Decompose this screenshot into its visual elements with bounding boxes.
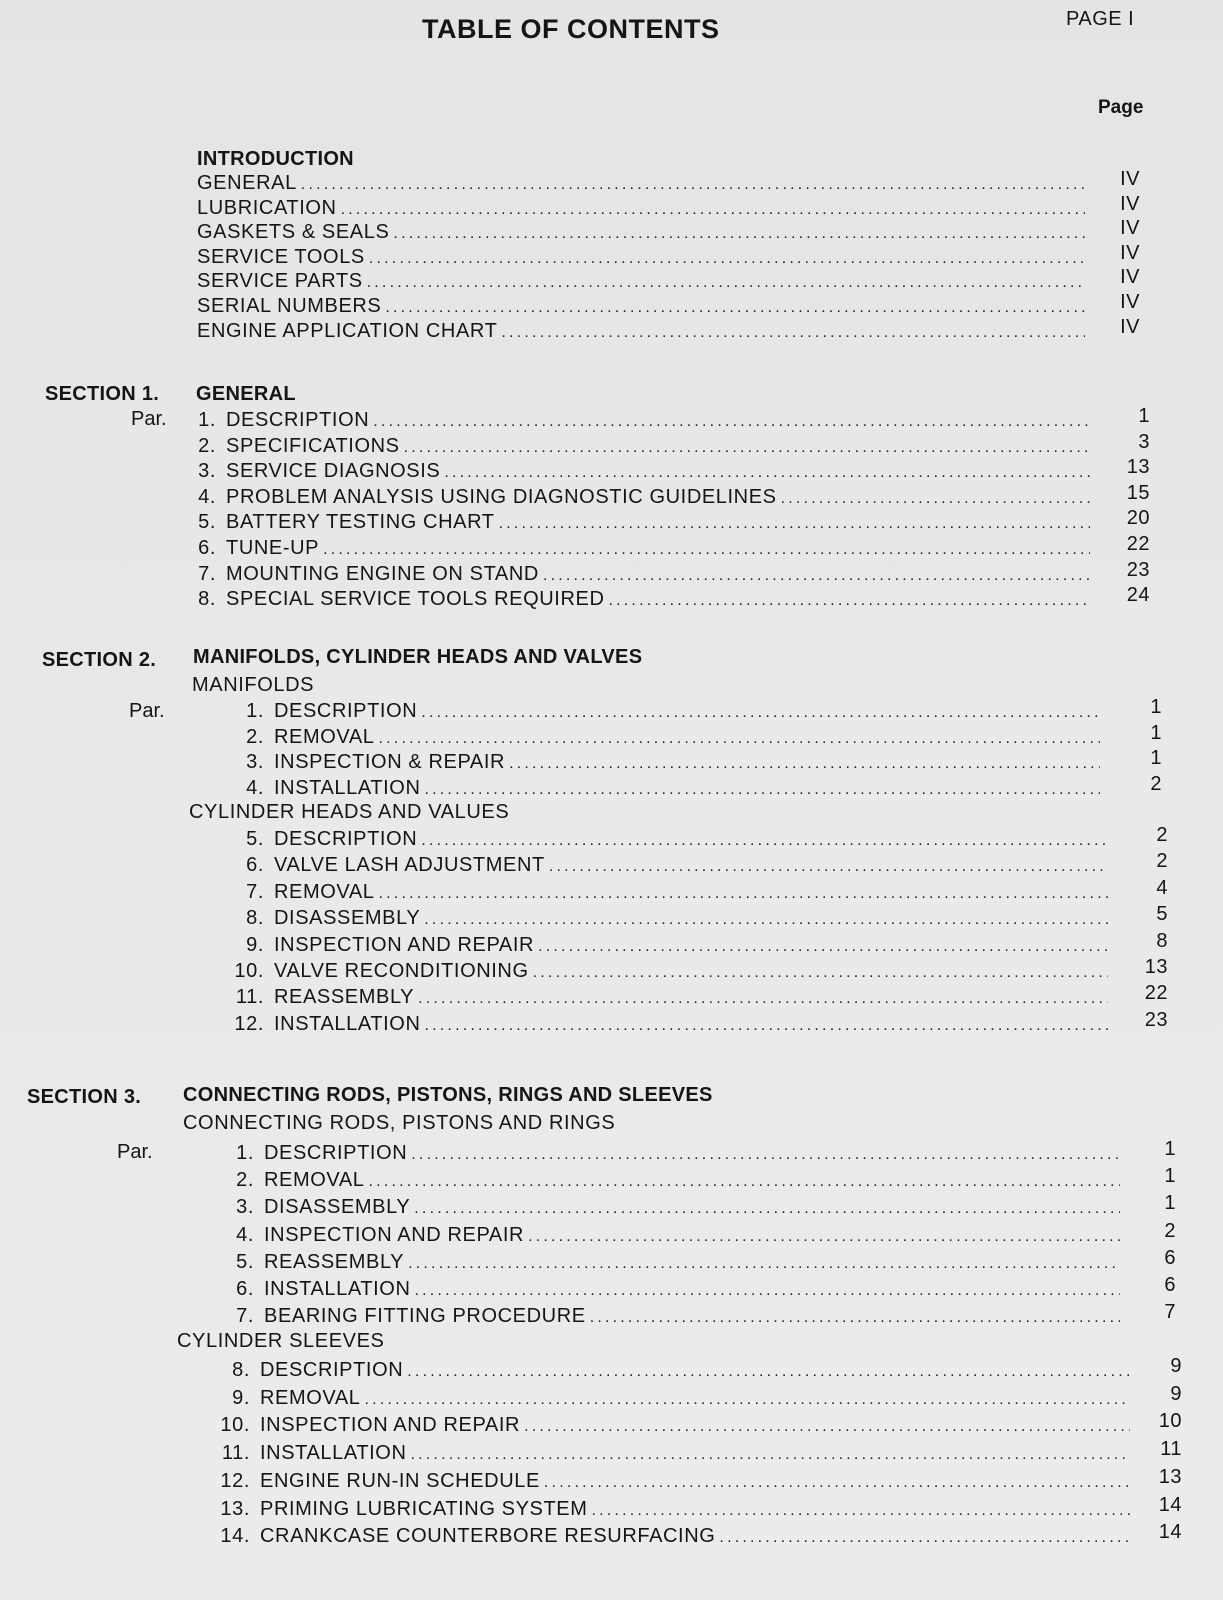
dot-leader bbox=[408, 1255, 1120, 1273]
dot-leader bbox=[369, 250, 1085, 268]
toc-entry-number: 6. bbox=[198, 537, 216, 559]
toc-entry bbox=[228, 854, 1108, 878]
dot-leader bbox=[411, 1446, 1131, 1464]
page-column-header: Page bbox=[1098, 97, 1144, 118]
toc-entry bbox=[228, 726, 1100, 750]
dot-leader bbox=[544, 1474, 1130, 1492]
toc-entry-page: IV bbox=[1120, 315, 1140, 338]
toc-entry-number: 4. bbox=[246, 776, 264, 799]
toc-entry-title: CRANKCASE COUNTERBORE RESURFACING bbox=[260, 1525, 716, 1548]
toc-entry-title: REMOVAL bbox=[260, 1386, 361, 1409]
toc-entry-page: 13 bbox=[1144, 956, 1168, 978]
dot-leader bbox=[414, 1200, 1120, 1218]
toc-entry bbox=[212, 1470, 1130, 1494]
toc-entry-title: TUNE-UP bbox=[226, 537, 320, 559]
toc-entry-number: 5. bbox=[198, 511, 216, 534]
toc-entry-page: 9 bbox=[1170, 1382, 1182, 1405]
toc-entry bbox=[228, 700, 1100, 724]
toc-entry bbox=[216, 1278, 1120, 1302]
toc-entry-number: 3. bbox=[246, 751, 264, 773]
section-3-title: CONNECTING RODS, PISTONS, RINGS AND SLEEVES bbox=[183, 1084, 713, 1106]
toc-entry-number: 1. bbox=[198, 409, 216, 431]
dot-leader bbox=[301, 176, 1085, 194]
toc-entry-number: 3. bbox=[198, 460, 216, 483]
toc-entry-page: 6 bbox=[1164, 1274, 1176, 1296]
dot-leader bbox=[425, 781, 1101, 799]
dot-leader bbox=[499, 515, 1090, 533]
dot-leader bbox=[385, 299, 1085, 317]
dot-leader bbox=[404, 439, 1090, 457]
dot-leader bbox=[365, 1391, 1130, 1409]
toc-entry-page: 11 bbox=[1160, 1438, 1182, 1461]
toc-entry-page: IV bbox=[1120, 241, 1140, 264]
toc-entry-title: REMOVAL bbox=[264, 1169, 365, 1192]
toc-entry-page: 2 bbox=[1164, 1219, 1176, 1242]
dot-leader bbox=[407, 1363, 1130, 1381]
toc-entry bbox=[228, 881, 1108, 905]
toc-entry bbox=[216, 1142, 1120, 1166]
toc-entry-title: DESCRIPTION bbox=[260, 1359, 404, 1381]
dot-leader bbox=[524, 1418, 1130, 1436]
toc-entry bbox=[228, 828, 1108, 852]
toc-entry bbox=[197, 172, 1085, 196]
toc-entry bbox=[216, 1305, 1120, 1329]
toc-entry bbox=[228, 960, 1108, 984]
dot-leader bbox=[444, 464, 1090, 482]
dot-leader bbox=[533, 964, 1108, 982]
toc-entry-title: INSTALLATION bbox=[260, 1442, 407, 1465]
dot-leader bbox=[549, 858, 1108, 876]
toc-entry bbox=[190, 511, 1090, 535]
toc-entry-page: 9 bbox=[1170, 1355, 1182, 1377]
toc-entry bbox=[212, 1359, 1130, 1383]
toc-entry-page: 3 bbox=[1138, 430, 1150, 453]
toc-entry-title: INSPECTION AND REPAIR bbox=[274, 933, 535, 956]
toc-entry-page: 13 bbox=[1158, 1465, 1182, 1488]
toc-entry-title: GENERAL bbox=[197, 172, 297, 194]
toc-entry-page: 13 bbox=[1126, 456, 1150, 479]
toc-entry-title: SERVICE DIAGNOSIS bbox=[226, 460, 441, 483]
toc-entry-number: 9. bbox=[232, 1386, 250, 1409]
section-3-par-label: Par. bbox=[117, 1141, 153, 1163]
toc-entry-number: 2. bbox=[236, 1169, 254, 1192]
toc-entry-number: 2. bbox=[246, 725, 264, 748]
toc-entry-page: 2 bbox=[1156, 824, 1168, 846]
dot-leader bbox=[609, 592, 1091, 610]
toc-entry bbox=[190, 588, 1090, 612]
toc-entry-title: INSTALLATION bbox=[274, 776, 421, 799]
toc-entry bbox=[197, 320, 1085, 344]
toc-entry-title: DESCRIPTION bbox=[274, 700, 418, 722]
toc-entry-title: DESCRIPTION bbox=[226, 409, 370, 431]
toc-entry-title: SERIAL NUMBERS bbox=[197, 295, 382, 317]
toc-entry-number: 1. bbox=[246, 700, 264, 722]
dot-leader bbox=[719, 1529, 1130, 1547]
dot-leader bbox=[373, 413, 1090, 431]
toc-entry-title: INSTALLATION bbox=[264, 1278, 411, 1300]
toc-entry bbox=[197, 246, 1085, 270]
toc-entry bbox=[216, 1224, 1120, 1248]
toc-entry-page: 8 bbox=[1156, 929, 1168, 952]
toc-entry bbox=[212, 1525, 1130, 1549]
toc-entry bbox=[212, 1414, 1130, 1438]
toc-entry bbox=[228, 934, 1108, 958]
toc-entry-number: 5. bbox=[236, 1250, 254, 1273]
toc-entry-page: 7 bbox=[1164, 1301, 1176, 1324]
toc-entry-title: SPECIFICATIONS bbox=[226, 434, 400, 457]
toc-entry bbox=[228, 986, 1108, 1010]
dot-leader bbox=[538, 938, 1108, 956]
toc-entry-page: 6 bbox=[1164, 1246, 1176, 1269]
toc-entry-title: BEARING FITTING PROCEDURE bbox=[264, 1305, 586, 1328]
toc-entry-title: INSPECTION AND REPAIR bbox=[264, 1223, 525, 1246]
toc-entry-title: SPECIAL SERVICE TOOLS REQUIRED bbox=[226, 588, 605, 611]
section-3-group-1-heading: CONNECTING RODS, PISTONS AND RINGS bbox=[183, 1112, 616, 1134]
section-2-group-2-heading: CYLINDER HEADS AND VALUES bbox=[189, 801, 510, 823]
dot-leader bbox=[421, 832, 1108, 850]
toc-entry-page: IV bbox=[1120, 192, 1140, 215]
dot-leader bbox=[323, 541, 1090, 559]
dot-leader bbox=[341, 201, 1085, 219]
section-2-label: SECTION 2. bbox=[42, 649, 157, 671]
section-1-title: GENERAL bbox=[196, 383, 296, 405]
toc-entry-number: 13. bbox=[220, 1497, 250, 1520]
toc-entry-page: 22 bbox=[1144, 982, 1168, 1005]
toc-entry-page: 1 bbox=[1138, 405, 1150, 427]
toc-entry-number: 7. bbox=[236, 1305, 254, 1328]
toc-entry bbox=[190, 486, 1090, 510]
toc-entry-number: 7. bbox=[198, 562, 216, 585]
toc-entry-page: IV bbox=[1120, 266, 1140, 289]
toc-entry bbox=[197, 197, 1085, 221]
toc-entry-title: REMOVAL bbox=[274, 725, 375, 748]
section-2-par-label: Par. bbox=[129, 700, 165, 722]
toc-entry-number: 12. bbox=[220, 1469, 250, 1492]
toc-entry bbox=[212, 1387, 1130, 1411]
dot-leader bbox=[411, 1146, 1120, 1164]
dot-leader bbox=[509, 755, 1100, 773]
dot-leader bbox=[367, 274, 1085, 292]
toc-entry bbox=[197, 295, 1085, 319]
toc-entry-page: 1 bbox=[1164, 1138, 1176, 1160]
section-1-par-label: Par. bbox=[131, 408, 167, 430]
toc-entry bbox=[190, 460, 1090, 484]
toc-entry bbox=[216, 1196, 1120, 1220]
toc-entry-title: VALVE RECONDITIONING bbox=[274, 960, 529, 982]
toc-entry bbox=[190, 435, 1090, 459]
toc-entry-page: 4 bbox=[1156, 876, 1168, 899]
toc-entry bbox=[212, 1498, 1130, 1522]
toc-entry-number: 4. bbox=[236, 1223, 254, 1246]
toc-entry-number: 8. bbox=[246, 907, 264, 930]
toc-entry bbox=[197, 270, 1085, 294]
toc-entry-number: 4. bbox=[198, 485, 216, 508]
toc-entry-title: REASSEMBLY bbox=[274, 986, 415, 1009]
toc-entry-title: GASKETS & SEALS bbox=[197, 221, 390, 244]
toc-entry-title: DESCRIPTION bbox=[264, 1142, 408, 1164]
toc-entry-page: 10 bbox=[1158, 1410, 1182, 1433]
toc-entry-page: IV bbox=[1120, 291, 1140, 313]
toc-entry-page: 5 bbox=[1156, 903, 1168, 926]
dot-leader bbox=[543, 567, 1090, 585]
toc-entry-number: 11. bbox=[235, 986, 264, 1009]
toc-entry bbox=[228, 907, 1108, 931]
toc-entry-page: 14 bbox=[1158, 1493, 1182, 1516]
toc-entry-page: IV bbox=[1120, 168, 1140, 190]
toc-entry-title: LUBRICATION bbox=[197, 196, 337, 219]
toc-entry-title: SERVICE TOOLS bbox=[197, 245, 365, 268]
dot-leader bbox=[590, 1309, 1120, 1327]
toc-entry-title: INSPECTION AND REPAIR bbox=[260, 1414, 521, 1437]
toc-entry-page: 20 bbox=[1126, 507, 1150, 530]
section-3-group-2-heading: CYLINDER SLEEVES bbox=[177, 1330, 385, 1352]
toc-entry-title: PROBLEM ANALYSIS USING DIAGNOSTIC GUIDELINES bbox=[226, 485, 777, 508]
toc-entry-number: 14. bbox=[220, 1525, 250, 1548]
toc-entry-page: 2 bbox=[1156, 850, 1168, 873]
toc-entry-title: INSPECTION & REPAIR bbox=[274, 751, 506, 773]
toc-entry bbox=[228, 1013, 1108, 1037]
toc-entry-number: 9. bbox=[246, 933, 264, 956]
toc-entry-title: VALVE LASH ADJUSTMENT bbox=[274, 854, 545, 877]
toc-entry-title: REASSEMBLY bbox=[264, 1250, 405, 1273]
toc-entry-title: BATTERY TESTING CHART bbox=[226, 511, 495, 534]
toc-entry-page: 1 bbox=[1164, 1165, 1176, 1188]
toc-entry-page: IV bbox=[1120, 217, 1140, 240]
toc-entry bbox=[197, 221, 1085, 245]
toc-entry-title: DESCRIPTION bbox=[274, 828, 418, 850]
section-3-label: SECTION 3. bbox=[27, 1086, 142, 1108]
dot-leader bbox=[415, 1282, 1121, 1300]
dot-leader bbox=[781, 490, 1090, 508]
toc-entry bbox=[212, 1442, 1130, 1466]
toc-entry-page: 14 bbox=[1158, 1521, 1182, 1544]
toc-entry-number: 5. bbox=[246, 828, 264, 850]
toc-entry-page: 22 bbox=[1126, 533, 1150, 555]
toc-entry-number: 1. bbox=[236, 1142, 254, 1164]
toc-entry-number: 10. bbox=[234, 960, 264, 982]
dot-leader bbox=[501, 324, 1085, 342]
toc-entry-title: SERVICE PARTS bbox=[197, 270, 363, 293]
toc-entry-title: REMOVAL bbox=[274, 880, 375, 903]
toc-entry bbox=[228, 777, 1100, 801]
page-title: TABLE OF CONTENTS bbox=[422, 14, 720, 44]
toc-entry-page: 2 bbox=[1150, 772, 1162, 795]
dot-leader bbox=[592, 1502, 1131, 1520]
toc-entry-number: 7. bbox=[246, 880, 264, 903]
dot-leader bbox=[425, 1017, 1109, 1035]
toc-entry-number: 8. bbox=[198, 588, 216, 611]
introduction-heading: INTRODUCTION bbox=[197, 148, 354, 170]
toc-entry-number: 6. bbox=[246, 854, 264, 877]
toc-entry-title: PRIMING LUBRICATING SYSTEM bbox=[260, 1497, 588, 1520]
toc-entry-page: 24 bbox=[1126, 584, 1150, 607]
section-2-title: MANIFOLDS, CYLINDER HEADS AND VALVES bbox=[193, 646, 643, 668]
toc-entry-number: 11. bbox=[221, 1442, 250, 1465]
toc-entry-page: 23 bbox=[1144, 1008, 1168, 1031]
toc-entry bbox=[190, 563, 1090, 587]
toc-entry-page: 1 bbox=[1150, 747, 1162, 769]
page-number-label: PAGE I bbox=[1066, 8, 1135, 30]
dot-leader bbox=[424, 911, 1108, 929]
toc-entry-title: DISASSEMBLY bbox=[264, 1196, 411, 1219]
dot-leader bbox=[421, 704, 1100, 722]
toc-entry-title: INSTALLATION bbox=[274, 1012, 421, 1035]
toc-entry-page: 1 bbox=[1150, 696, 1162, 718]
toc-entry-number: 6. bbox=[236, 1278, 254, 1300]
toc-entry-page: 15 bbox=[1126, 481, 1150, 504]
section-2-group-1-heading: MANIFOLDS bbox=[192, 674, 315, 696]
toc-entry-page: 23 bbox=[1126, 558, 1150, 581]
toc-entry bbox=[216, 1251, 1120, 1275]
section-1-label: SECTION 1. bbox=[45, 383, 160, 405]
dot-leader bbox=[379, 885, 1108, 903]
toc-entry-number: 3. bbox=[236, 1196, 254, 1219]
toc-entry-page: 1 bbox=[1150, 721, 1162, 744]
toc-entry-title: ENGINE APPLICATION CHART bbox=[197, 319, 498, 342]
toc-entry-number: 8. bbox=[232, 1359, 250, 1381]
toc-entry bbox=[216, 1169, 1120, 1193]
toc-entry bbox=[228, 751, 1100, 775]
dot-leader bbox=[379, 730, 1100, 748]
toc-entry bbox=[190, 537, 1090, 561]
toc-entry bbox=[190, 409, 1090, 433]
toc-entry-title: ENGINE RUN-IN SCHEDULE bbox=[260, 1469, 540, 1492]
dot-leader bbox=[369, 1173, 1120, 1191]
toc-entry-number: 2. bbox=[198, 434, 216, 457]
toc-entry-number: 12. bbox=[234, 1012, 264, 1035]
toc-entry-number: 10. bbox=[220, 1414, 250, 1437]
dot-leader bbox=[528, 1228, 1120, 1246]
toc-entry-title: MOUNTING ENGINE ON STAND bbox=[226, 562, 539, 585]
dot-leader bbox=[418, 990, 1108, 1008]
toc-entry-page: 1 bbox=[1164, 1192, 1176, 1215]
toc-entry-title: DISASSEMBLY bbox=[274, 907, 421, 930]
dot-leader bbox=[393, 225, 1085, 243]
